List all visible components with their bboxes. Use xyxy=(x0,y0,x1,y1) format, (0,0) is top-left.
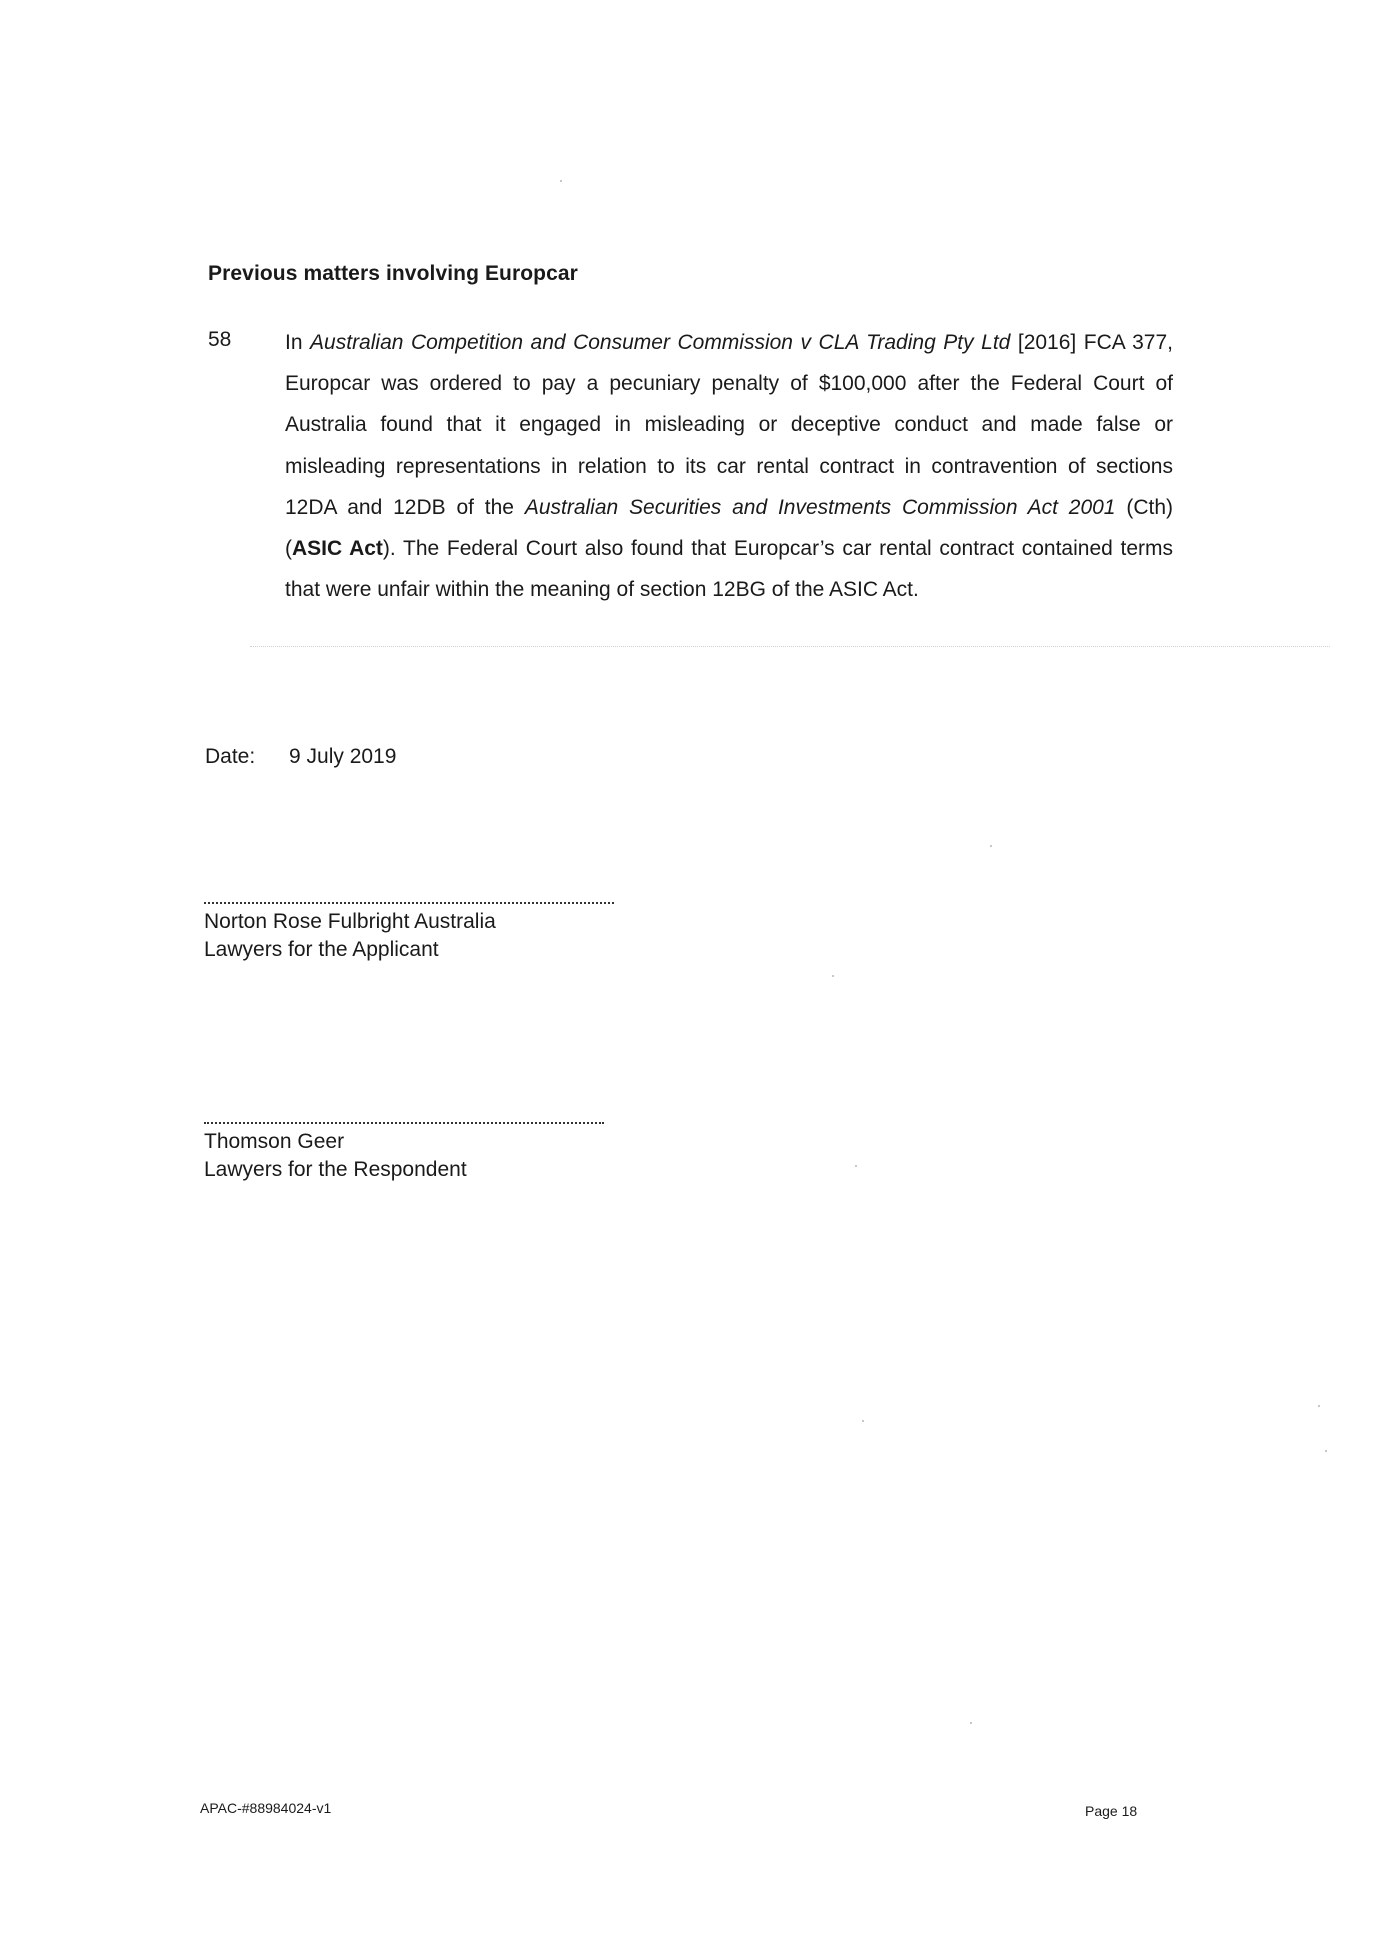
signature-line xyxy=(204,890,614,904)
scan-speck xyxy=(990,845,992,847)
paragraph-text: In xyxy=(285,331,311,354)
defined-term: ASIC Act xyxy=(292,537,383,561)
page-number: Page 18 xyxy=(1085,1803,1138,1819)
scan-speck xyxy=(832,975,834,977)
scan-speck xyxy=(1318,1405,1320,1407)
signature-block-applicant xyxy=(204,890,614,964)
scan-speck xyxy=(1325,1450,1327,1452)
document-id: APAC-#88984024-v1 xyxy=(200,1800,332,1816)
section-heading: Previous matters involving Europcar xyxy=(208,262,578,285)
paragraph-body xyxy=(285,322,1173,610)
scan-speck xyxy=(970,1722,972,1724)
act-name: Australian Securities and Investments Commission Act 2001 xyxy=(524,495,1116,519)
date-label: Date: xyxy=(205,745,256,768)
case-name: Australian Competition and Consumer Commission v CLA Trading Pty Ltd xyxy=(310,331,1011,354)
signature-block-respondent xyxy=(204,1110,604,1184)
paragraph-text: ). The Federal Court also found that Europcar’s car rental contract contained terms that were unfair within the meaning of section 12BG of the ASIC Act. xyxy=(285,537,1173,602)
scan-speck xyxy=(560,180,562,182)
date-value: 9 July 2019 xyxy=(289,745,397,768)
scan-artifact-line xyxy=(250,646,1330,647)
scan-speck xyxy=(862,1420,864,1422)
paragraph-number: 58 xyxy=(208,328,232,351)
applicant-firm: Norton Rose Fulbright Australia xyxy=(204,910,496,933)
respondent-role: Lawyers for the Respondent xyxy=(204,1158,467,1181)
date-row xyxy=(205,745,396,769)
applicant-role: Lawyers for the Applicant xyxy=(204,938,439,961)
scan-speck xyxy=(855,1165,857,1167)
signature-line xyxy=(204,1110,604,1124)
respondent-firm: Thomson Geer xyxy=(204,1130,345,1153)
paragraph-text: [2016] FCA 377, Europcar was ordered to pay a pecuniary penalty of $100,000 after the Federal Court of Australia found that it engaged in misleading or deceptive conduct and made false or misleading representations in relation to its car rental contract in contravention of sections 12DA and 12DB of the xyxy=(285,331,1174,519)
paragraph-text: (Cth) ( xyxy=(285,495,1173,561)
